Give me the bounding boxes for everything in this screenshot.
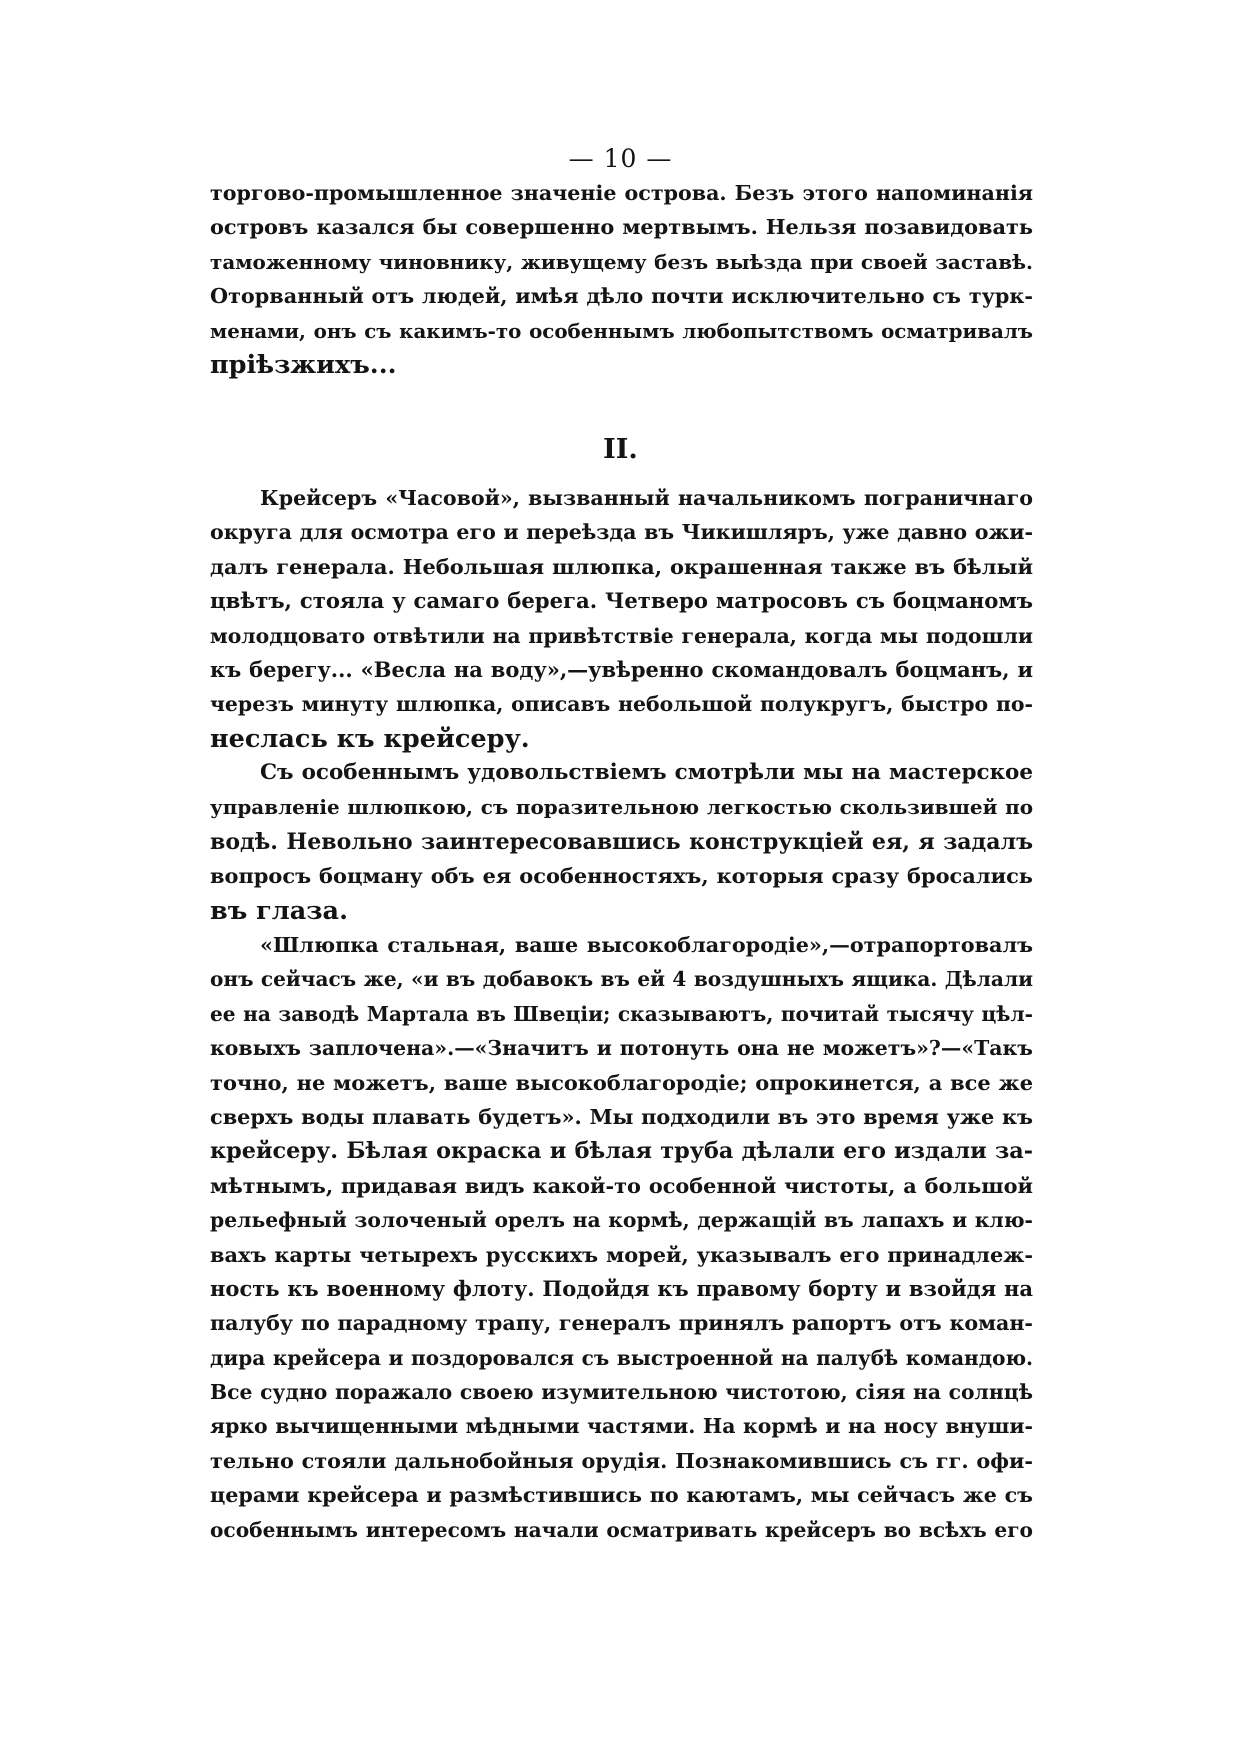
text-line: сверхъ воды плавать будетъ». Мы подходили въ это время уже къ bbox=[210, 1103, 1033, 1129]
text-line: къ берегу... «Весла на воду»,—увѣренно скомандовалъ боцманъ, и bbox=[210, 656, 1033, 682]
text-line: таможенному чиновнику, живущему безъ выѣзда при своей заставѣ. bbox=[210, 249, 1033, 274]
text-line: Крейсеръ «Часовой», вызванный начальникомъ пограничнаго bbox=[260, 486, 1033, 510]
text-line: дира крейсера и поздоровался съ выстроенной на палубѣ командою. bbox=[210, 1345, 1033, 1370]
text-line: далъ генерала. Небольшая шлюпка, окрашенная также въ бѣлый bbox=[210, 553, 1033, 579]
text-line: онъ сейчасъ же, «и въ добавокъ въ ей 4 воздушныхъ ящика. Дѣлали bbox=[210, 967, 1033, 992]
text-line: управленіе шлюпкою, съ поразительною легкостью скользившей по bbox=[210, 795, 1033, 820]
paragraph-1 bbox=[210, 481, 1033, 756]
text-line: мѣтнымъ, придавая видъ какой-то особенной чистоты, а большой bbox=[210, 1172, 1033, 1198]
text-line: менами, онъ съ какимъ-то особеннымъ любопытствомъ осматривалъ bbox=[210, 318, 1033, 343]
text-line: черезъ минуту шлюпка, описавъ небольшой полукругъ, быстро по- bbox=[210, 692, 1033, 717]
text-line: Все судно поражало своею изумительною чистотою, сіяя на солнцѣ bbox=[210, 1380, 1033, 1405]
text-line: торгово-промышленное значеніе острова. Безъ этого напоминанія bbox=[210, 181, 1033, 205]
text-line: рельефный золоченый орелъ на кормѣ, держащій въ лапахъ и клю- bbox=[210, 1208, 1033, 1233]
text-line: въ глаза. bbox=[210, 895, 348, 926]
text-line: вопросъ боцману объ ея особенностяхъ, которыя сразу бросались bbox=[210, 863, 1033, 889]
text-line: молодцовато отвѣтили на привѣтствіе генерала, когда мы подошли bbox=[210, 623, 1033, 648]
text-line: Съ особеннымъ удовольствіемъ смотрѣли мы на мастерское bbox=[260, 760, 1033, 785]
paragraph-2 bbox=[210, 756, 1033, 928]
text-line: палубу по парадному трапу, генералъ принялъ рапортъ отъ коман- bbox=[210, 1311, 1033, 1336]
text-line: точно, не можетъ, ваше высокоблагородіе; опрокинется, а все же bbox=[210, 1069, 1033, 1095]
text-line: ность къ военному флоту. Подойдя къ правому борту и взойдя на bbox=[210, 1275, 1033, 1301]
text-line: островъ казался бы совершенно мертвымъ. Нельзя позавидовать bbox=[210, 214, 1033, 240]
text-line: крейсеру. Бѣлая окраска и бѣлая труба дѣлали его издали за- bbox=[210, 1138, 1033, 1165]
text-line: «Шлюпка стальная, ваше высокоблагородіе»,—отрапортовалъ bbox=[260, 933, 1033, 957]
text-line: неслась къ крейсеру. bbox=[210, 723, 530, 754]
section-heading: II. bbox=[603, 434, 638, 465]
text-line: округа для осмотра его и переѣзда въ Чикишляръ, уже давно ожи- bbox=[210, 520, 1033, 545]
text-line: ее на заводѣ Мартала въ Швеціи; сказываютъ, почитай тысячу цѣл- bbox=[210, 1001, 1033, 1026]
text-line: водѣ. Невольно заинтересовавшись конструкціей ея, я задалъ bbox=[210, 828, 1033, 855]
text-line: Оторванный отъ людей, имѣя дѣло почти исключительно съ турк- bbox=[210, 284, 1033, 309]
text-line: пріѣзжихъ... bbox=[210, 349, 397, 380]
text-line: церами крейсера и размѣстившись по каютамъ, мы сейчасъ же съ bbox=[210, 1483, 1033, 1508]
text-line: особеннымъ интересомъ начали осматривать крейсеръ во всѣхъ его bbox=[210, 1517, 1033, 1542]
text-line: тельно стояли дальнобойныя орудія. Познакомившись съ гг. офи- bbox=[210, 1448, 1033, 1473]
text-line: вахъ карты четырехъ русскихъ морей, указывалъ его принадлеж- bbox=[210, 1241, 1033, 1267]
paragraph-3 bbox=[210, 928, 1033, 1547]
text-line: ярко вычищенными мѣдными частями. На кормѣ и на носу внуши- bbox=[210, 1414, 1033, 1439]
intro-paragraph bbox=[210, 176, 1033, 382]
text-line: ковыхъ заплочена».—«Значитъ и потонуть она не можетъ»?—«Такъ bbox=[210, 1036, 1033, 1061]
page-number: — 10 — bbox=[568, 144, 673, 173]
text-line: цвѣтъ, стояла у самаго берега. Четверо матросовъ съ боцманомъ bbox=[210, 588, 1033, 614]
